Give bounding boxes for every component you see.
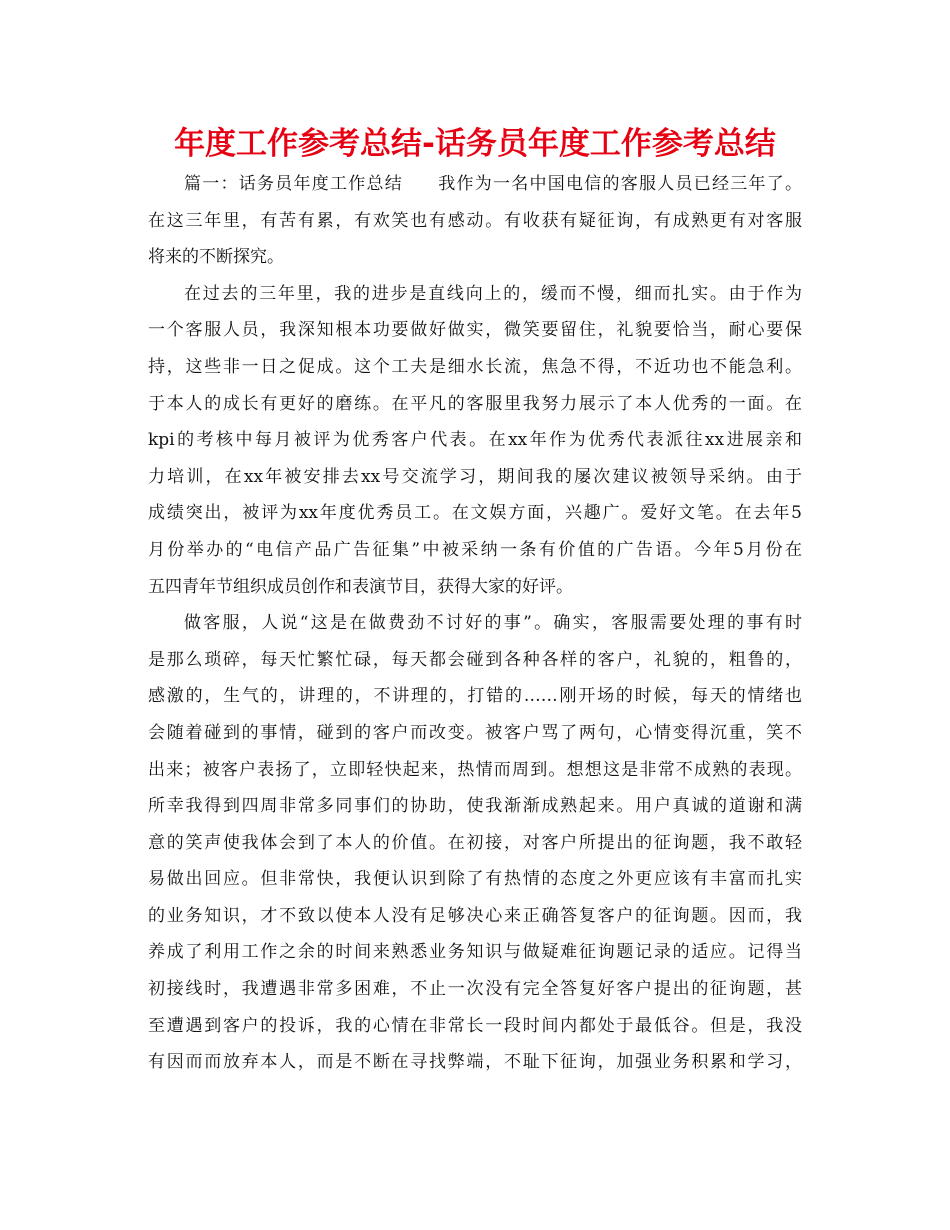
text-line	[148, 752, 802, 789]
text-line-segment: 于本人的成长有更好的磨练。在平凡的客服里我努力展示了本人优秀的一面。在	[148, 393, 802, 414]
text-line-segment: 所幸我得到四周非常多同事们的协助，使我渐渐成熟起来。用户真诚的道谢和满	[148, 796, 802, 817]
document-title: 年度工作参考总结-话务员年度工作参考总结	[174, 126, 776, 162]
text-line-segment: 在这三年里，有苦有累，有欢笑也有感动。有收获有疑征询，有成熟更有对客服	[148, 210, 802, 231]
text-line-segment: 五四青年节组织成员创作和表演节目，获得大家的好评。	[148, 576, 573, 597]
text-line	[148, 532, 802, 569]
text-line	[148, 605, 802, 642]
text-line-segment: 成绩突出，被评为xx年度优秀员工。在文娱方面，兴趣广。爱好文笔。在去年5	[148, 503, 802, 524]
text-line-segment: 我作为一名中国电信的客服人员已经三年了。	[437, 174, 802, 194]
text-line	[148, 898, 802, 935]
text-line	[148, 1008, 802, 1045]
text-line-segment: 做客服，人说“这是在做费劲不讨好的事”。确实，客服需要处理的事有时	[184, 613, 802, 634]
text-line	[148, 1044, 802, 1081]
text-line-segment: 至遭遇到客户的投诉，我的心情在非常长一段时间内都处于最低谷。但是，我没	[148, 1015, 802, 1036]
text-line-segment: 将来的不断探究。	[148, 247, 284, 268]
text-line	[148, 166, 802, 203]
text-line-segment: 养成了利用工作之余的时间来熟悉业务知识与做疑难征询题记录的适应。记得当	[148, 942, 802, 963]
text-line	[148, 934, 802, 971]
text-line	[148, 312, 802, 349]
text-line-segment: 出来；被客户表扬了，立即轻快起来，热情而周到。想想这是非常不成熟的表现。	[148, 759, 802, 780]
text-line	[148, 459, 802, 496]
text-line	[148, 825, 802, 862]
text-line	[148, 678, 802, 715]
text-line-segment: 感激的，生气的，讲理的，不讲理的，打错的……刚开场的时候，每天的情绪也	[148, 686, 802, 707]
text-line-segment: 是那么琐碎，每天忙繁忙碌，每天都会碰到各种各样的客户，礼貌的，粗鲁的，	[148, 649, 802, 670]
text-line	[148, 861, 802, 898]
text-line-segment: 的业务知识，才不致以使本人没有足够决心来正确答复客户的征询题。因而，我	[148, 905, 802, 926]
text-line	[148, 642, 802, 679]
text-line-segment: 力培训，在xx年被安排去xx号交流学习，期间我的屡次建议被领导采纳。由于	[148, 466, 802, 487]
text-line	[148, 569, 802, 606]
text-line	[148, 788, 802, 825]
text-line	[148, 715, 802, 752]
document-body	[148, 166, 802, 1081]
text-line	[148, 276, 802, 313]
text-line	[148, 239, 802, 276]
text-line-segment: 一个客服人员，我深知根本功要做好做实，微笑要留住，礼貌要恰当，耐心要保	[148, 320, 802, 341]
text-line	[148, 349, 802, 386]
text-line-segment: 持，这些非一日之促成。这个工夫是细水长流，焦急不得，不近功也不能急利。	[148, 356, 802, 377]
text-line-segment: 意的笑声使我体会到了本人的价值。在初接，对客户所提出的征询题，我不敢轻	[148, 832, 802, 853]
text-line-segment: 易做出回应。但非常快，我便认识到除了有热情的态度之外更应该有丰富而扎实	[148, 869, 802, 890]
text-line-segment: 初接线时，我遭遇非常多困难，不止一次没有完全答复好客户提出的征询题，甚	[148, 979, 802, 1000]
text-line	[148, 422, 802, 459]
text-line	[148, 386, 802, 423]
text-line-segment: 有因而而放弃本人，而是不断在寻找弊端，不耻下征询，加强业务积累和学习，	[148, 1052, 802, 1073]
text-line-segment: 在过去的三年里，我的进步是直线向上的，缓而不慢，细而扎实。由于作为	[184, 283, 802, 304]
text-line-segment: 篇一：话务员年度工作总结	[184, 174, 403, 194]
text-line-segment: 会随着碰到的事情，碰到的客户而改变。被客户骂了两句，心情变得沉重，笑不	[148, 722, 802, 743]
text-line-segment: kpi的考核中每月被评为优秀客户代表。在xx年作为优秀代表派往xx进展亲和	[148, 430, 802, 451]
text-line	[148, 495, 802, 532]
text-line	[148, 971, 802, 1008]
text-line	[148, 203, 802, 240]
text-line-segment: 月份举办的“电信产品广告征集”中被采纳一条有价值的广告语。今年5月份在	[148, 539, 802, 560]
